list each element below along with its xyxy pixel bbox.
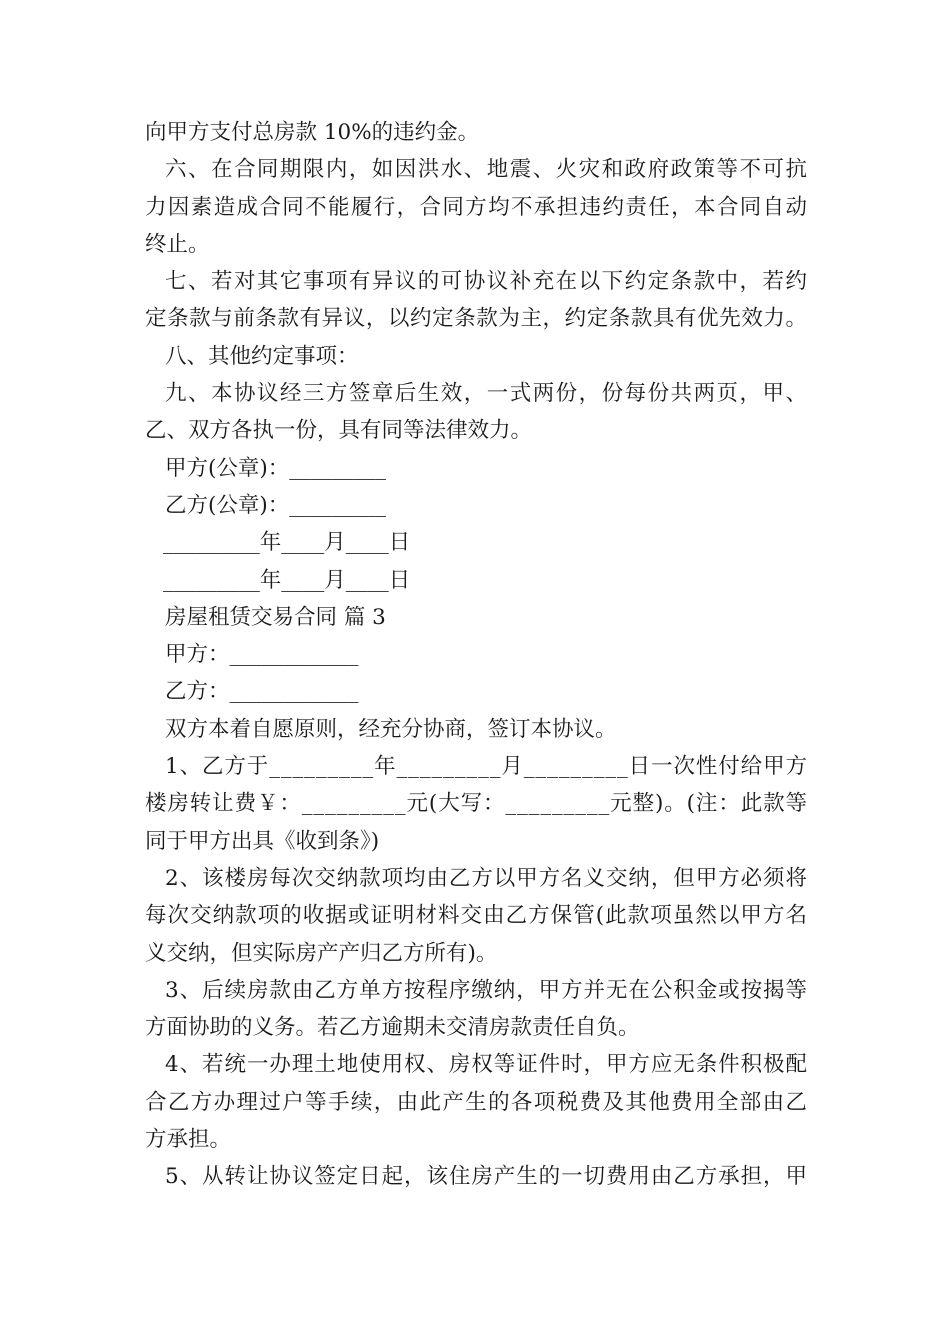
text-line: 九、本协议经三方签章后生效，一式两份，份每份共两页，甲、: [165, 381, 809, 407]
text-line: 六、在合同期限内，如因洪水、地震、火灾和政府政策等不可抗: [165, 157, 809, 183]
text-line: 向甲方支付总房款 10%的违约金。: [145, 120, 480, 145]
text-line: 乙方：____________: [165, 679, 359, 705]
text-line: 甲方(公章)：_________: [165, 455, 387, 481]
text-line: 双方本着自愿原则，经充分协商，签订本协议。: [165, 716, 617, 742]
text-line: 2、该楼房每次交纳款项均由乙方以甲方名义交纳，但甲方必须将: [165, 865, 808, 891]
text-line: 房屋租赁交易合同 篇 3: [165, 604, 386, 630]
text-line: 终止。: [145, 231, 210, 257]
text-line: 楼房转让费￥：_________元(大写：_________元整)。(注：此款等: [145, 791, 808, 817]
text-line: _________年____月____日: [163, 567, 411, 593]
text-line: 5、从转让协议签定日起，该住房产生的一切费用由乙方承担，甲: [165, 1164, 808, 1190]
document-page: [145, 114, 807, 1196]
text-line: 每次交纳款项的收据或证明材料交由乙方保管(此款项虽然以甲方名: [145, 903, 809, 929]
text-line: 乙方(公章)：_________: [165, 492, 387, 518]
text-line: 七、若对其它事项有异议的可协议补充在以下约定条款中，若约: [165, 269, 809, 295]
text-line: 义交纳，但实际房产产归乙方所有)。: [145, 940, 498, 966]
text-line: 同于甲方出具《收到条》): [145, 828, 380, 854]
text-line: 3、后续房款由乙方单方按程序缴纳，甲方并无在公积金或按揭等: [165, 977, 808, 1003]
text-line: 合乙方办理过户等手续，由此产生的各项税费及其他费用全部由乙: [145, 1089, 809, 1115]
text-line: 八、其他约定事项：: [165, 343, 359, 369]
text-line: _________年____月____日: [163, 530, 411, 556]
text-line: 1、乙方于_________年_________月_________日一次性付给甲方: [165, 754, 808, 780]
text-line: 定条款与前条款有异议，以约定条款为主，约定条款具有优先效力。: [145, 306, 808, 332]
text-line: 甲方：____________: [165, 642, 359, 668]
text-line: 方面协助的义务。若乙方逾期未交清房款责任自负。: [145, 1015, 640, 1041]
text-line: 乙、双方各执一份，具有同等法律效力。: [145, 418, 533, 444]
text-line: 力因素造成合同不能履行，合同方均不承担违约责任，本合同自动: [145, 194, 809, 220]
text-line: 4、若统一办理土地使用权、房权等证件时，甲方应无条件积极配: [165, 1052, 808, 1078]
text-line: 方承担。: [145, 1127, 232, 1153]
